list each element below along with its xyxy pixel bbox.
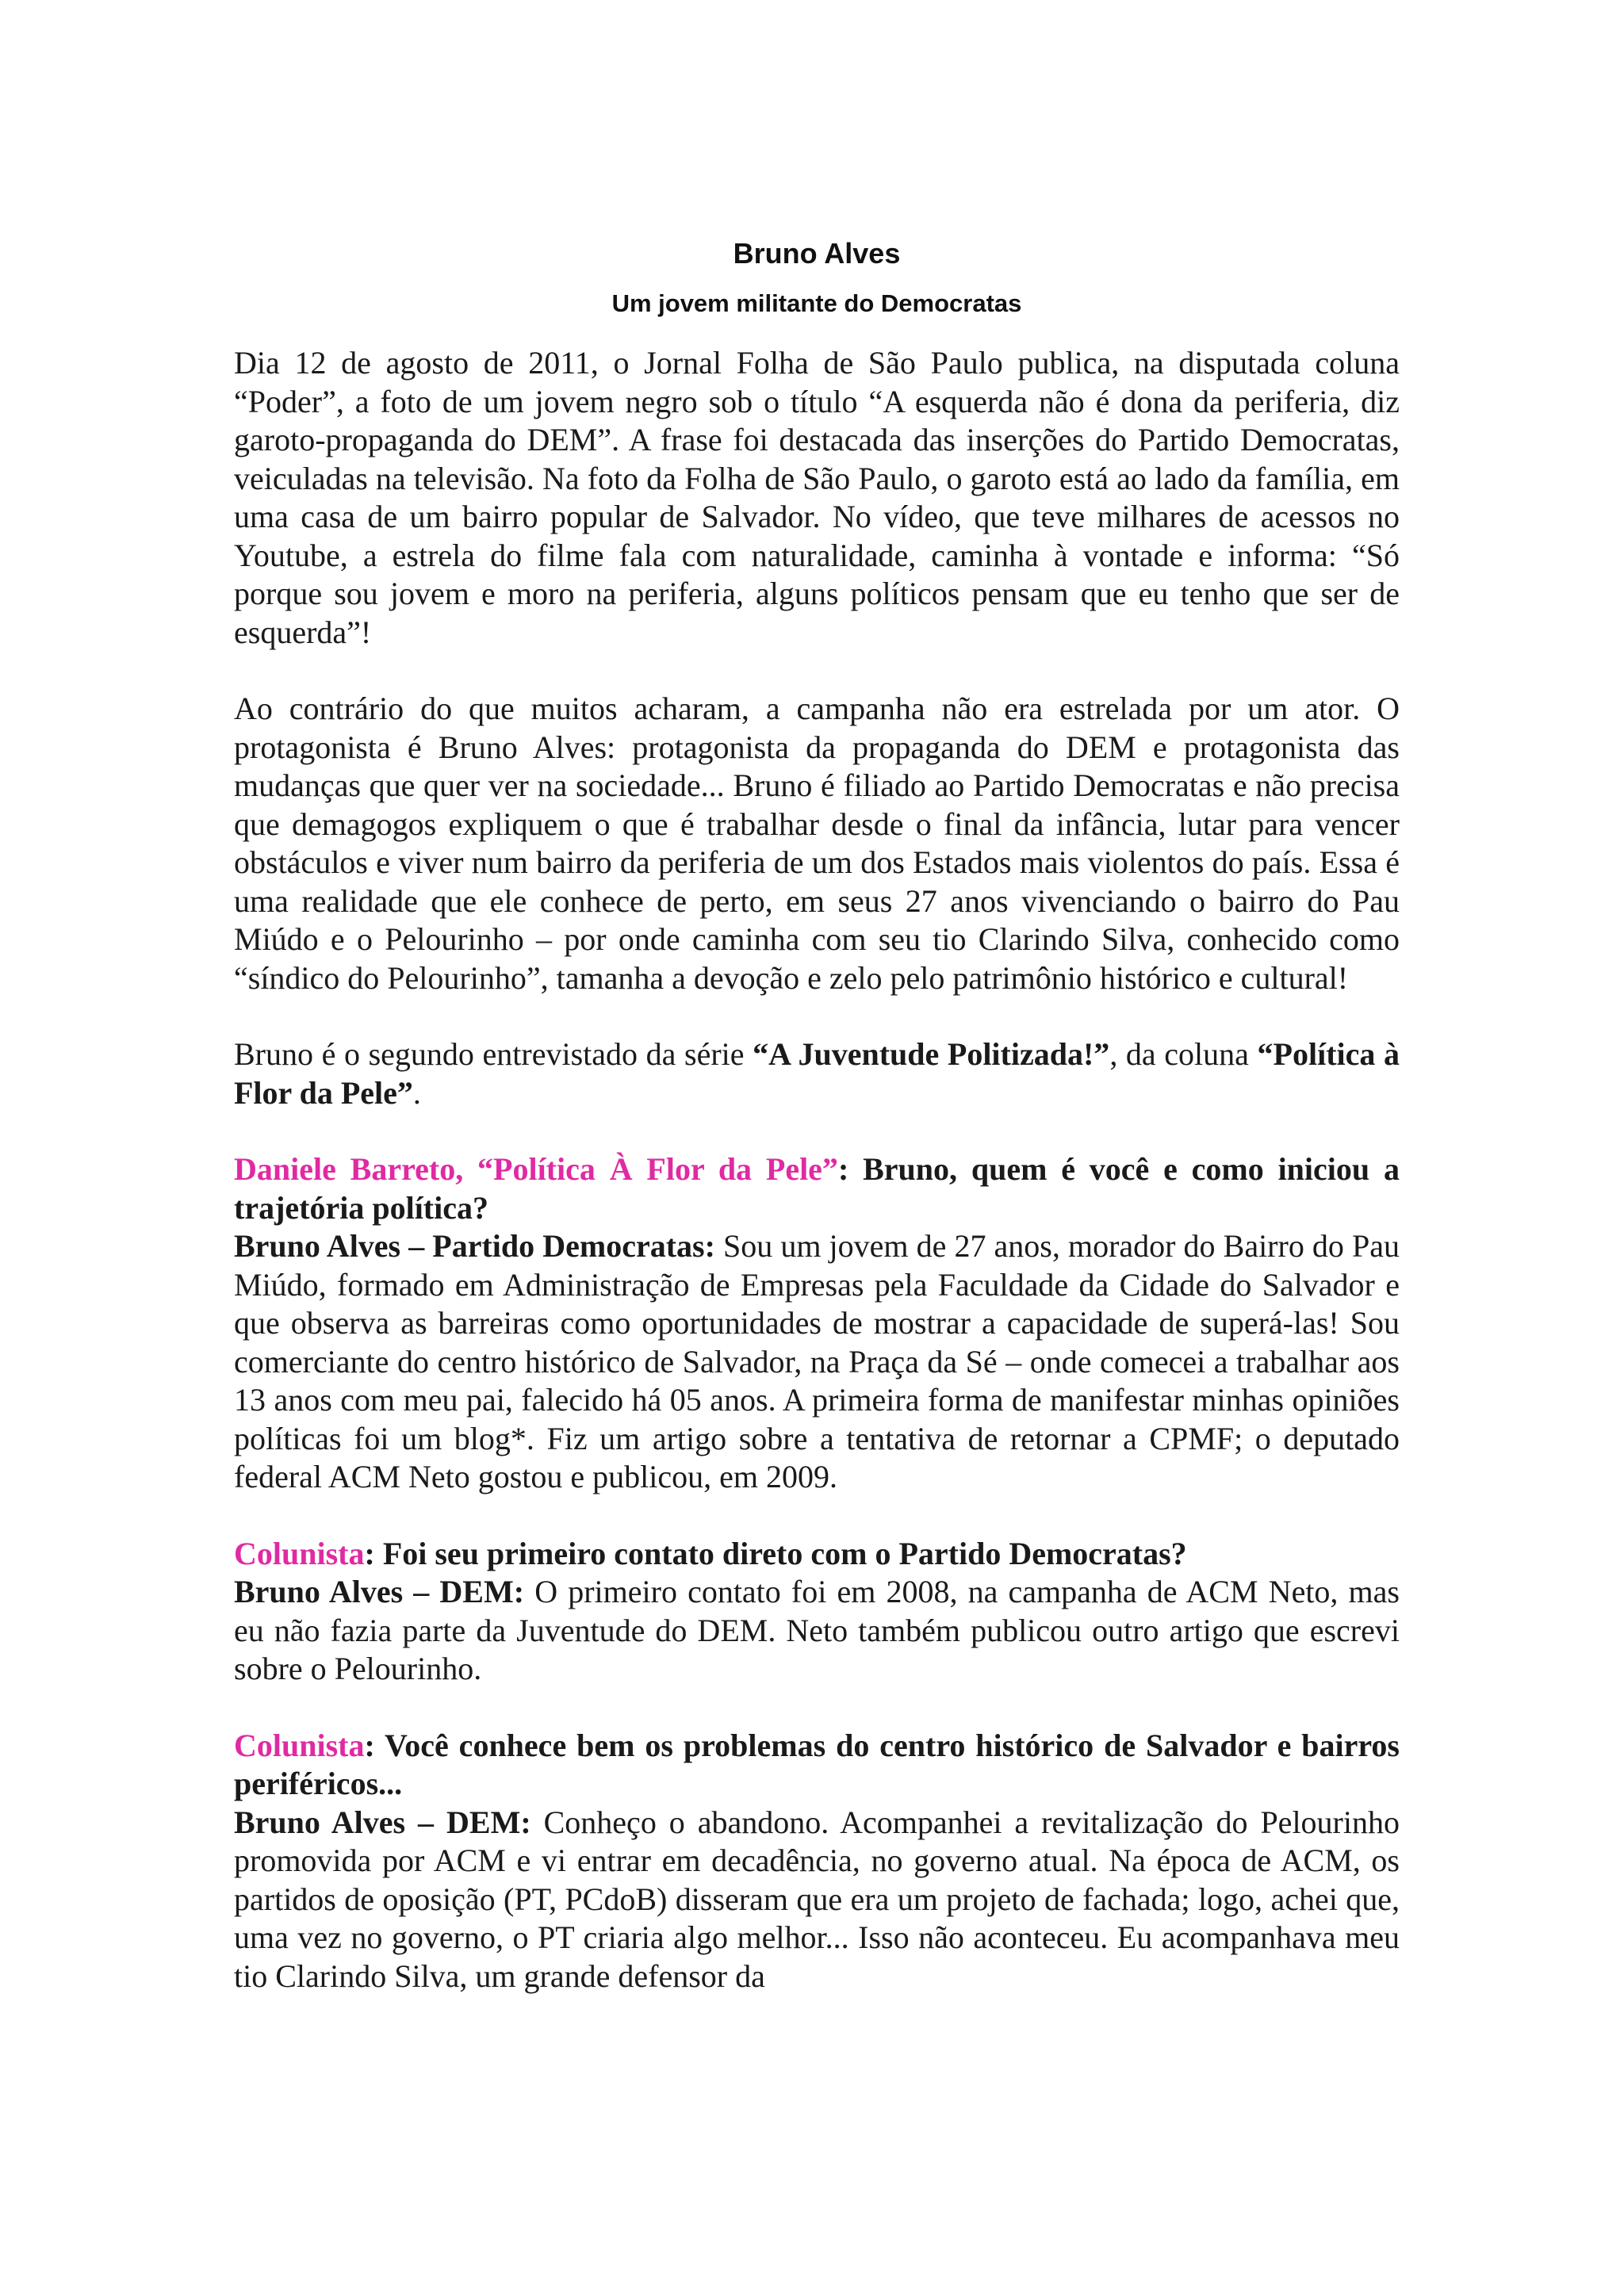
article-title: Bruno Alves <box>733 237 901 270</box>
question-speaker: Colunista <box>234 1727 365 1763</box>
answer-text: Conheço o abandono. Acompanhei a revitalização do Pelourinho promovida por ACM e vi entrar em decadência, no governo atual. Na época de ACM, os partidos de oposição (PT, PCdoB) disseram que era um projeto de fachada; logo, achei que, uma vez no governo, o PT criaria algo melhor... Isso não aconteceu. Eu acompanhava meu tio Clarindo Silva, um grande defensor da <box>234 1804 1400 1994</box>
question <box>234 1535 1400 1574</box>
answer <box>234 1804 1400 1996</box>
answer-speaker: Bruno Alves – Partido Democratas: <box>234 1228 715 1264</box>
qa-block <box>234 1535 1400 1689</box>
qa-block <box>234 1727 1400 1996</box>
paragraph-series <box>234 1035 1400 1112</box>
column-name: “Política à Flor da Pele” <box>234 1036 1400 1111</box>
question-text: : Foi seu primeiro contato direto com o Partido Democratas? <box>364 1535 1187 1571</box>
question-text: : Você conhece bem os problemas do centro histórico de Salvador e bairros periféricos... <box>234 1727 1400 1801</box>
question-text: : Bruno, quem é você e como iniciou a trajetória política? <box>234 1151 1400 1226</box>
series-name: “A Juventude Politizada!” <box>753 1036 1110 1072</box>
article-body <box>234 230 1400 2034</box>
answer-text: O primeiro contato foi em 2008, na campanha de ACM Neto, mas eu não fazia parte da Juventude do DEM. Neto também publicou outro artigo que escrevi sobre o Pelourinho. <box>234 1574 1400 1686</box>
answer-speaker: Bruno Alves – DEM: <box>234 1804 531 1840</box>
question <box>234 1150 1400 1227</box>
article-subtitle: Um jovem militante do Democratas <box>611 289 1022 317</box>
series-text-end: . <box>412 1074 421 1111</box>
paragraph-intro: Dia 12 de agosto de 2011, o Jornal Folha de São Paulo publica, na disputada coluna “Poder”, a foto de um jovem negro sob o título “A esquerda não é dona da periferia, diz garoto-propaganda do DEM”. A frase foi destacada das inserções do Partido Democratas, veiculadas na televisão. Na foto da Folha de São Paulo, o garoto está ao lado da família, em uma casa de um bairro popular de Salvador. No vídeo, que teve milhares de acessos no Youtube, a estrela do filme fala com naturalidade, caminha à vontade e informa: “Só porque sou jovem e moro na periferia, alguns políticos pensam que eu tenho que ser de esquerda”! <box>234 345 1400 650</box>
series-text-start: Bruno é o segundo entrevistado da série <box>234 1036 753 1072</box>
answer <box>234 1227 1400 1497</box>
answer <box>234 1573 1400 1689</box>
answer-speaker: Bruno Alves – DEM: <box>234 1574 525 1609</box>
answer-text: Sou um jovem de 27 anos, morador do Bairro do Pau Miúdo, formado em Administração de Empresas pela Faculdade da Cidade do Salvador e que observa as barreiras como oportunidades de mostrar a capacidade de superá-las! Sou comerciante do centro histórico de Salvador, na Praça da Sé – onde comecei a trabalhar aos 13 anos com meu pai, falecido há 05 anos. A primeira forma de manifestar minhas opiniões políticas foi um blog*. Fiz um artigo sobre a tentativa de retornar a CPMF; o deputado federal ACM Neto gostou e publicou, em 2009. <box>234 1228 1400 1494</box>
question-speaker: Daniele Barreto, “Política À Flor da Pele” <box>234 1151 838 1187</box>
qa-block <box>234 1150 1400 1497</box>
question-speaker: Colunista <box>234 1535 365 1571</box>
paragraph-protagonist: Ao contrário do que muitos acharam, a campanha não era estrelada por um ator. O protagonista é Bruno Alves: protagonista da propaganda do DEM e protagonista das mudanças que quer ver na sociedade... Bruno é filiado ao Partido Democratas e não precisa que demagogos expliquem o que é trabalhar desde o final da infância, lutar para vencer obstáculos e viver num bairro da periferia de um dos Estados mais violentos do país. Essa é uma realidade que ele conhece de perto, em seus 27 anos vivenciando o bairro do Pau Miúdo e o Pelourinho – por onde caminha com seu tio Clarindo Silva, conhecido como “síndico do Pelourinho”, tamanha a devoção e zelo pelo patrimônio histórico e cultural! <box>234 691 1400 996</box>
series-text-mid: , da coluna <box>1109 1036 1258 1072</box>
question <box>234 1727 1400 1804</box>
